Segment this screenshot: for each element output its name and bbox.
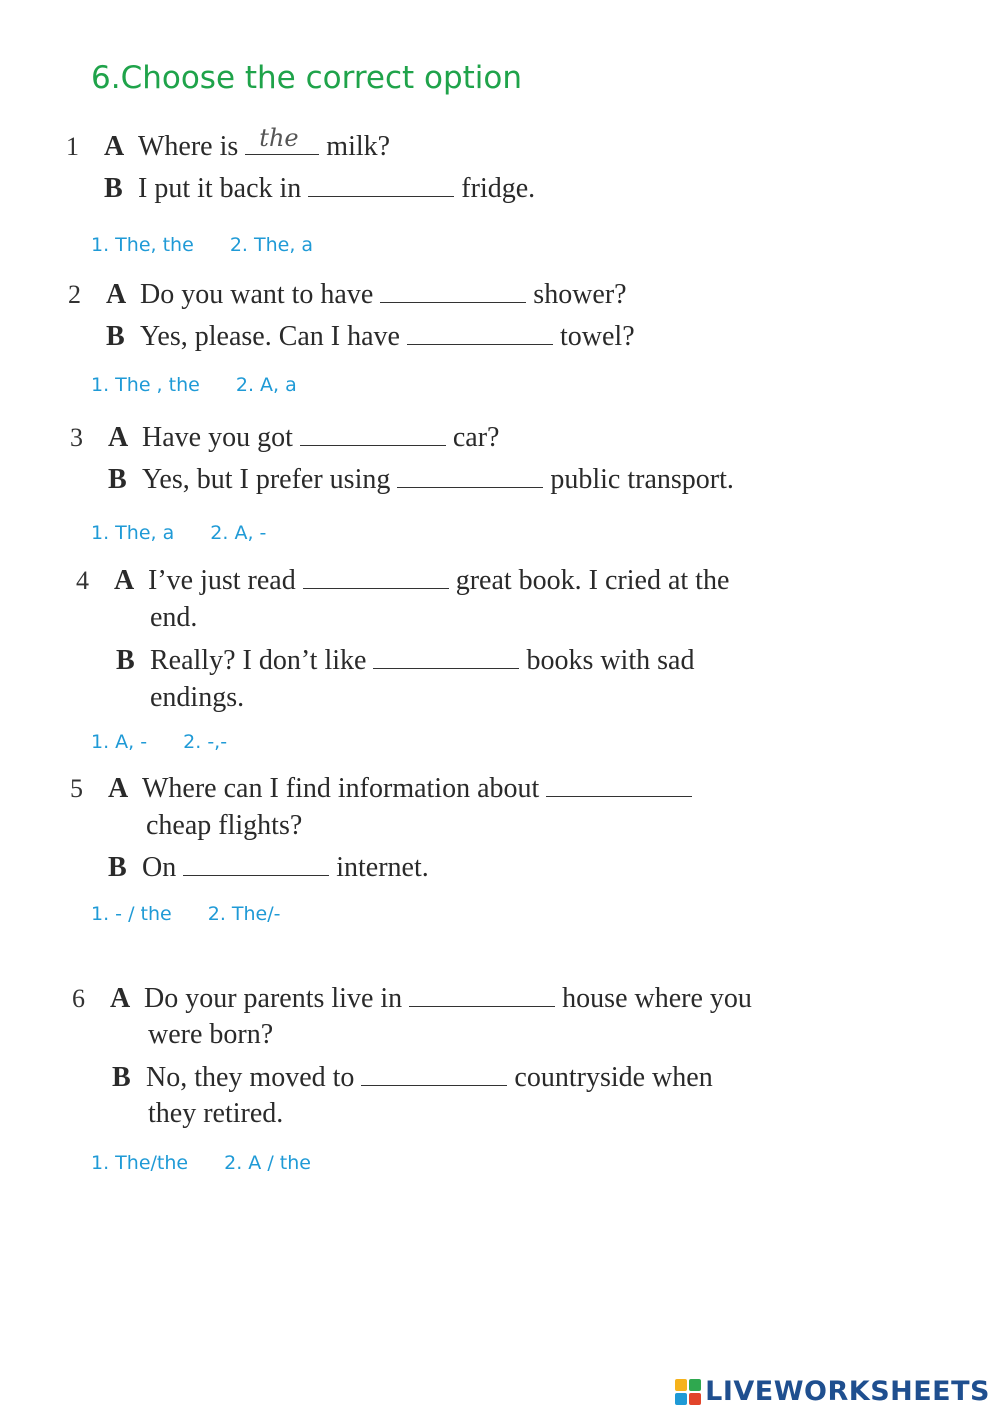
sentence-continuation: cheap flights? <box>146 810 303 841</box>
sentence-text: I’ve just read <box>148 565 296 596</box>
option-1[interactable]: 1. The, the <box>91 234 194 256</box>
filled-answer: the <box>259 124 299 152</box>
answer-blank[interactable] <box>397 463 543 488</box>
option-1[interactable]: 1. The/the <box>91 1152 189 1174</box>
question-number: 3 <box>70 423 83 452</box>
question-1-line-a <box>66 124 391 163</box>
question-5-line-b <box>108 851 429 884</box>
speaker-b-label: B <box>108 464 127 495</box>
question-4-line-b <box>116 644 694 677</box>
sentence-text: On <box>142 852 177 883</box>
sentence-text: countryside when <box>514 1062 713 1093</box>
answer-blank[interactable] <box>300 421 446 446</box>
sentence-text: Do you want to have <box>140 279 374 310</box>
sentence-text: great book. I cried at the <box>455 565 730 596</box>
question-5-line-a <box>70 772 699 805</box>
sentence-continuation: were born? <box>148 1019 274 1050</box>
option-2[interactable]: 2. A / the <box>224 1152 311 1174</box>
answer-options <box>91 731 257 753</box>
answer-blank[interactable] <box>373 644 519 669</box>
answer-options <box>91 234 343 256</box>
question-number: 5 <box>70 774 83 803</box>
sentence-text: Where can I find information about <box>142 773 540 804</box>
question-number: 4 <box>76 566 89 595</box>
sentence-text: house where you <box>562 983 752 1014</box>
option-1[interactable]: 1. - / the <box>91 903 172 925</box>
sentence-continuation: end. <box>150 602 198 633</box>
question-6-line-a <box>72 982 752 1015</box>
option-2[interactable]: 2. A, - <box>210 522 267 544</box>
option-1[interactable]: 1. The, a <box>91 522 175 544</box>
sentence-text: No, they moved to <box>146 1062 355 1093</box>
answer-blank[interactable] <box>308 172 454 197</box>
sentence-text: Yes, please. Can I have <box>140 321 400 352</box>
sentence-text: car? <box>452 422 500 453</box>
question-number: 6 <box>72 984 85 1013</box>
speaker-b-label: B <box>106 321 125 352</box>
speaker-b-label: B <box>116 645 135 676</box>
option-2[interactable]: 2. The, a <box>229 234 314 256</box>
answer-options <box>91 903 311 925</box>
answer-blank[interactable] <box>407 320 553 345</box>
sentence-text: public transport. <box>550 464 734 495</box>
question-6-line-b <box>112 1061 713 1094</box>
speaker-b-label: B <box>104 173 123 204</box>
sentence-text: fridge. <box>461 173 536 204</box>
sentence-text: milk? <box>326 131 391 162</box>
question-2-line-b <box>106 320 635 353</box>
sentence-text: shower? <box>533 279 627 310</box>
sentence-text: internet. <box>336 852 429 883</box>
speaker-b-label: B <box>108 852 127 883</box>
sentence-continuation: they retired. <box>148 1098 284 1129</box>
answer-blank[interactable] <box>380 278 526 303</box>
answer-blank[interactable] <box>361 1061 507 1086</box>
answer-options <box>91 1152 341 1174</box>
sentence-continuation: endings. <box>150 682 245 713</box>
sentence-text: Where is <box>138 131 239 162</box>
option-1[interactable]: 1. The , the <box>91 374 200 396</box>
liveworksheets-logo <box>675 1376 990 1407</box>
question-number: 2 <box>68 280 81 309</box>
speaker-a-label: A <box>104 131 125 162</box>
question-number: 1 <box>66 132 79 161</box>
speaker-a-label: A <box>110 983 131 1014</box>
speaker-b-label: B <box>112 1062 131 1093</box>
answer-blank[interactable] <box>245 124 319 155</box>
sentence-text: Yes, but I prefer using <box>142 464 391 495</box>
sentence-text: Really? I don’t like <box>150 645 367 676</box>
sentence-text: Do your parents live in <box>144 983 403 1014</box>
option-2[interactable]: 2. A, a <box>235 374 297 396</box>
sentence-text: I put it back in <box>138 173 302 204</box>
speaker-a-label: A <box>108 422 129 453</box>
option-2[interactable]: 2. The/- <box>207 903 281 925</box>
logo-icon <box>675 1379 701 1405</box>
answer-options <box>91 374 327 396</box>
sentence-text: towel? <box>559 321 635 352</box>
answer-blank[interactable] <box>183 851 329 876</box>
speaker-a-label: A <box>106 279 127 310</box>
question-2-line-a <box>68 278 627 311</box>
page-title: 6.Choose the correct option <box>91 60 523 96</box>
sentence-text: Have you got <box>142 422 293 453</box>
question-3-line-a <box>70 421 499 454</box>
question-4-line-a <box>76 564 729 597</box>
speaker-a-label: A <box>108 773 129 804</box>
sentence-text: books with sad <box>526 645 695 676</box>
answer-options <box>91 522 296 544</box>
answer-blank[interactable] <box>409 982 555 1007</box>
question-3-line-b <box>108 463 734 496</box>
answer-blank[interactable] <box>303 564 449 589</box>
brand-name: LIVEWORKSHEETS <box>705 1376 990 1407</box>
speaker-a-label: A <box>114 565 135 596</box>
question-1-line-b <box>104 172 535 205</box>
answer-blank[interactable] <box>546 772 692 797</box>
option-2[interactable]: 2. -,- <box>183 731 228 753</box>
option-1[interactable]: 1. A, - <box>91 731 148 753</box>
